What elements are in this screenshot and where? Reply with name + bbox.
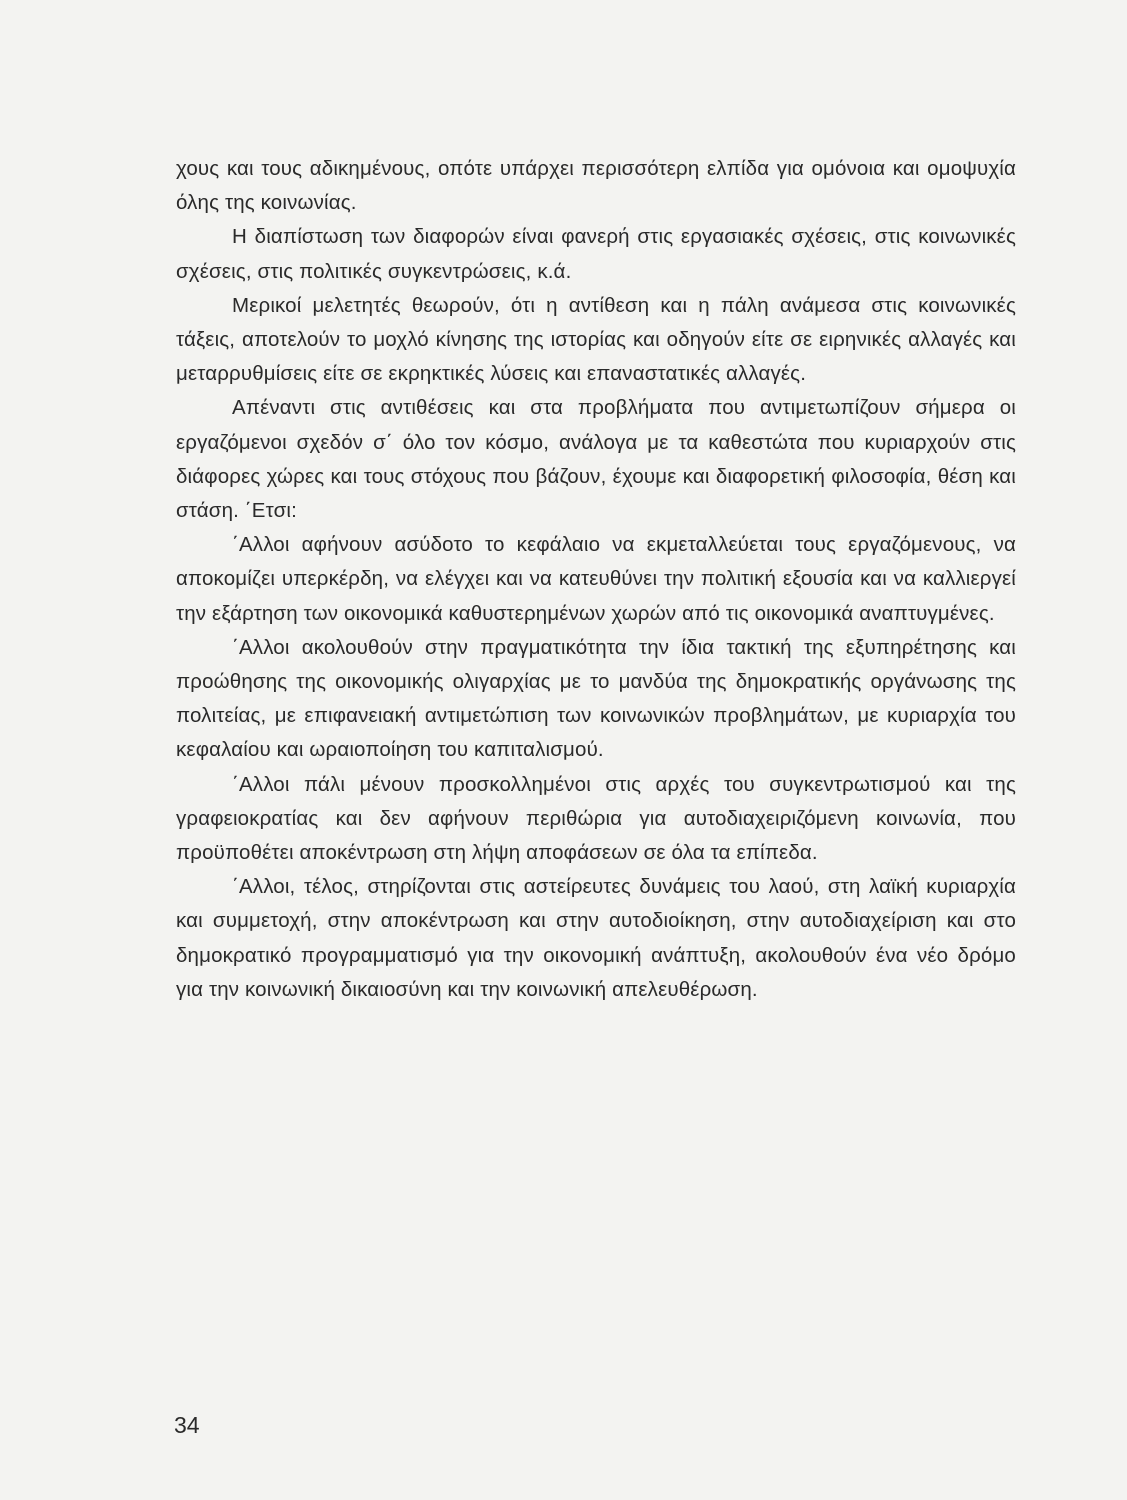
body-text — [176, 152, 1016, 1007]
paragraph-1: χους και τους αδικημένους, οπότε υπάρχει περισσότερη ελπίδα για ομόνοια και ομοψυχία όλης της κοινωνίας. — [176, 157, 1016, 215]
paragraph-8: ΄Αλλοι, τέλος, στηρίζονται στις αστείρευτες δυνάμεις του λαού, στη λαϊκή κυριαρχία και συμμετοχή, στην αποκέντρωση και στην αυτοδιοίκηση, στην αυτοδιαχείριση και στο δημοκρατικό προγραμματισμό για την οικονομική ανάπτυξη, ακολουθούν ένα νέο δρόμο για την κοινωνική δικαιοσύνη και την κοινωνική απελευθέρωση. — [176, 875, 1016, 1001]
paragraph-5: ΄Αλλοι αφήνουν ασύδοτο το κεφάλαιο να εκμεταλλεύεται τους εργαζόμενους, να αποκομίζει υπερκέρδη, να ελέγχει και να κατευθύνει την πολιτική εξουσία και να καλλιεργεί την εξάρτηση των οικονομικά καθυστερημένων χωρών από τις οικονομικά αναπτυγμένες. — [176, 533, 1016, 625]
paragraph-7: ΄Αλλοι πάλι μένουν προσκολλημένοι στις αρχές του συγκεντρωτισμού και της γραφειοκρατίας και δεν αφήνουν περιθώρια για αυτοδιαχειριζόμενη κοινωνία, που προϋποθέτει αποκέντρωση στη λήψη αποφάσεων σε όλα τα επίπεδα. — [176, 772, 1016, 865]
paragraph-2: Η διαπίστωση των διαφορών είναι φανερή στις εργασιακές σχέσεις, στις κοινωνικές σχέσεις, στις πολιτικές συγκεντρώσεις, κ.ά. — [176, 225, 1016, 283]
paragraph-4: Απέναντι στις αντιθέσεις και στα προβλήματα που αντιμετωπίζουν σήμερα οι εργαζόμενοι σχεδόν σ΄ όλο τον κόσμο, ανάλογα με τα καθεστώτα που κυριαρχούν στις διάφορες χώρες και τους στόχους που βάζουν, έχουμε και διαφορετική φιλοσοφία, θέση και στάση. ΄Ετσι: — [176, 396, 1016, 523]
paragraph-3: Μερικοί μελετητές θεωρούν, ότι η αντίθεση και η πάλη ανάμεσα στις κοινωνικές τάξεις, αποτελούν το μοχλό κίνησης της ιστορίας και οδηγούν είτε σε ειρηνικές αλλαγές και μεταρρυθμίσεις είτε σε εκρηκτικές λύσεις και επαναστατικές αλλαγές. — [176, 293, 1016, 386]
page-number: 34 — [174, 1412, 200, 1438]
paragraph-6: ΄Αλλοι ακολουθούν στην πραγματικότητα την ίδια τακτική της εξυπηρέτησης και προώθησης της οικονομικής ολιγαρχίας με το μανδύα της δημοκρατικής οργάνωσης της πολιτείας, με επιφανειακή αντιμετώπιση των κοινωνικών προβλημάτων, με κυριαρχία του κεφαλαίου και ωραιοποίηση του καπιταλισμού. — [176, 635, 1016, 762]
